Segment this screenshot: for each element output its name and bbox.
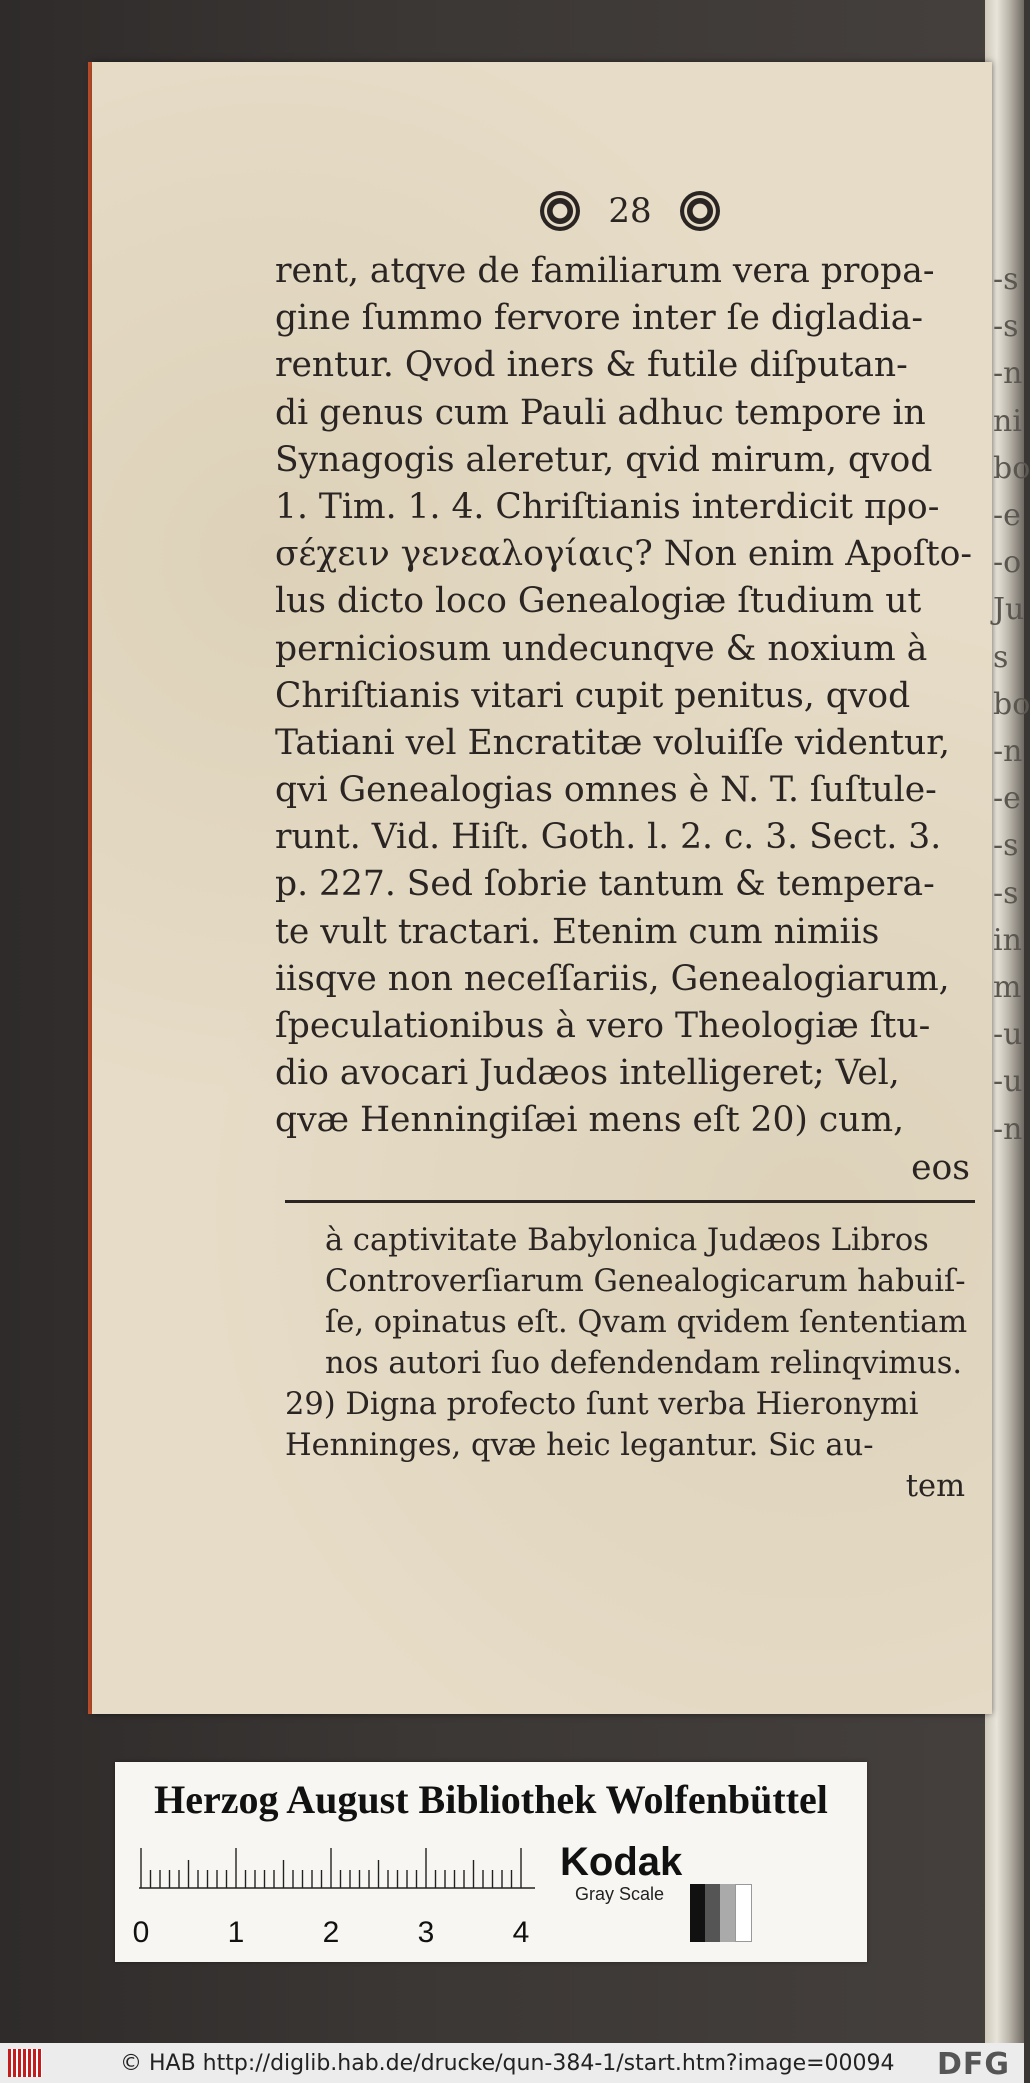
footnote-line: à captivitate Babylonica Judæos Libros: [325, 1223, 929, 1258]
bleed-fragment: -u: [993, 1064, 1023, 1100]
kodak-logo: Kodak: [560, 1840, 683, 1884]
bleed-fragment: in: [993, 922, 1022, 958]
text-line: iisqve non neceſſariis, Genealogiarum,: [275, 958, 950, 999]
body-text: [275, 248, 975, 1192]
text-line: qvæ Henningiſæi mens eſt 20) cum,: [275, 1100, 905, 1141]
bleed-fragment: bo: [993, 450, 1030, 486]
gray-swatch: [690, 1884, 752, 1942]
text-line: 1. Tim. 1. 4. Chriſtianis interdicit προ-: [275, 486, 940, 527]
footnote-line: Controverſiarum Genealogicarum habuiſ-: [325, 1264, 966, 1299]
gray-scale-label: Gray Scale: [575, 1884, 665, 1904]
bleed-fragment: -e: [993, 781, 1021, 817]
bleed-fragment: -s: [993, 309, 1019, 345]
ruler-number: 1: [227, 1916, 245, 1949]
text-line: p. 227. Sed ſobrie tantum & tempera-: [275, 864, 935, 905]
bleed-fragment: s: [993, 639, 1009, 675]
text-line: te vult tractari. Etenim cum nimiis: [275, 911, 880, 952]
text-line: qvi Genealogias omnes è N. T. ſuſtule-: [275, 770, 937, 811]
text-line: ſpeculationibus à vero Theologiæ ſtu-: [275, 1006, 931, 1046]
library-name: Herzog August Bibliothek Wolfenbüttel: [154, 1777, 828, 1822]
bleed-fragment: Ju: [993, 592, 1025, 628]
text-line: di genus cum Pauli adhuc tempore in: [275, 392, 926, 433]
bleed-fragment: -s: [993, 875, 1019, 911]
text-line: perniciosum undecunqve & noxium à: [275, 628, 928, 669]
footnote-line: ſe, opinatus eſt. Qvam qvidem ſententiam: [325, 1305, 968, 1340]
bleed-fragment: ni: [993, 403, 1022, 439]
bleed-fragment: m: [993, 970, 1022, 1005]
bleed-fragment: -o: [993, 545, 1022, 581]
ruler-number: 2: [322, 1916, 340, 1949]
bleed-fragment: -n: [993, 1111, 1023, 1147]
bleed-fragment: -s: [993, 262, 1019, 297]
footnote-rule: [285, 1200, 975, 1203]
bleed-fragment: -u: [993, 1017, 1023, 1053]
bleed-fragment: -n: [993, 734, 1023, 769]
bleed-fragment: -s: [993, 828, 1019, 864]
text-line: dio avocari Judæos intelligeret; Vel,: [275, 1053, 900, 1094]
bleed-fragment: bo: [993, 686, 1030, 722]
text-line: Tatiani vel Encratitæ voluiſſe videntur,: [275, 722, 950, 763]
footnote-line: 29) Digna profecto ſunt verba Hieronymi: [285, 1387, 919, 1422]
ruler-number: 0: [132, 1916, 150, 1949]
hab-logo-icon: [8, 2049, 42, 2077]
bleed-fragment: -n: [993, 356, 1023, 392]
footnote-catchword: tem: [905, 1469, 965, 1504]
color-target: [115, 1762, 867, 1962]
footnote-line: Henninges, qvæ heic legantur. Sic au-: [285, 1428, 874, 1463]
ornament-left-icon: [540, 191, 580, 231]
text-line: σέχειν γενεαλογίαις? Non enim Apoſto-: [275, 534, 973, 575]
footnotes: [285, 1220, 985, 1507]
text-line: rentur. Qvod iners & futile diſputan-: [275, 345, 908, 386]
text-line: gine ſummo fervore inter ſe digladia-: [275, 298, 923, 339]
ruler-number: 3: [417, 1916, 435, 1949]
ruler-number: 4: [512, 1916, 530, 1949]
footnote-line: nos autori ſuo defendendam relinqvimus.: [325, 1346, 963, 1381]
text-line: runt. Vid. Hiſt. Goth. l. 2. c. 3. Sect. 3.: [275, 817, 942, 858]
footer-bar: [0, 2043, 1024, 2083]
ornament-right-icon: [680, 191, 720, 231]
page-number: 28: [608, 191, 652, 231]
footer-link[interactable]: © HAB http://diglib.hab.de/drucke/qun-384-1/start.htm?image=00094: [120, 2050, 895, 2076]
text-line: Synagogis aleretur, qvid mirum, qvod: [275, 439, 933, 480]
catchword: eos: [911, 1147, 970, 1188]
ruler-scale: [132, 1844, 537, 1954]
dfg-logo: DFG: [936, 2047, 1010, 2082]
text-line: lus dicto loco Genealogiæ ſtudium ut: [275, 581, 922, 622]
text-line: rent, atqve de familiarum vera propa-: [275, 251, 935, 291]
bleed-fragment: -e: [993, 498, 1021, 533]
text-line: Chriſtianis vitari cupit penitus, qvod: [275, 675, 911, 716]
page-header: [520, 185, 740, 237]
